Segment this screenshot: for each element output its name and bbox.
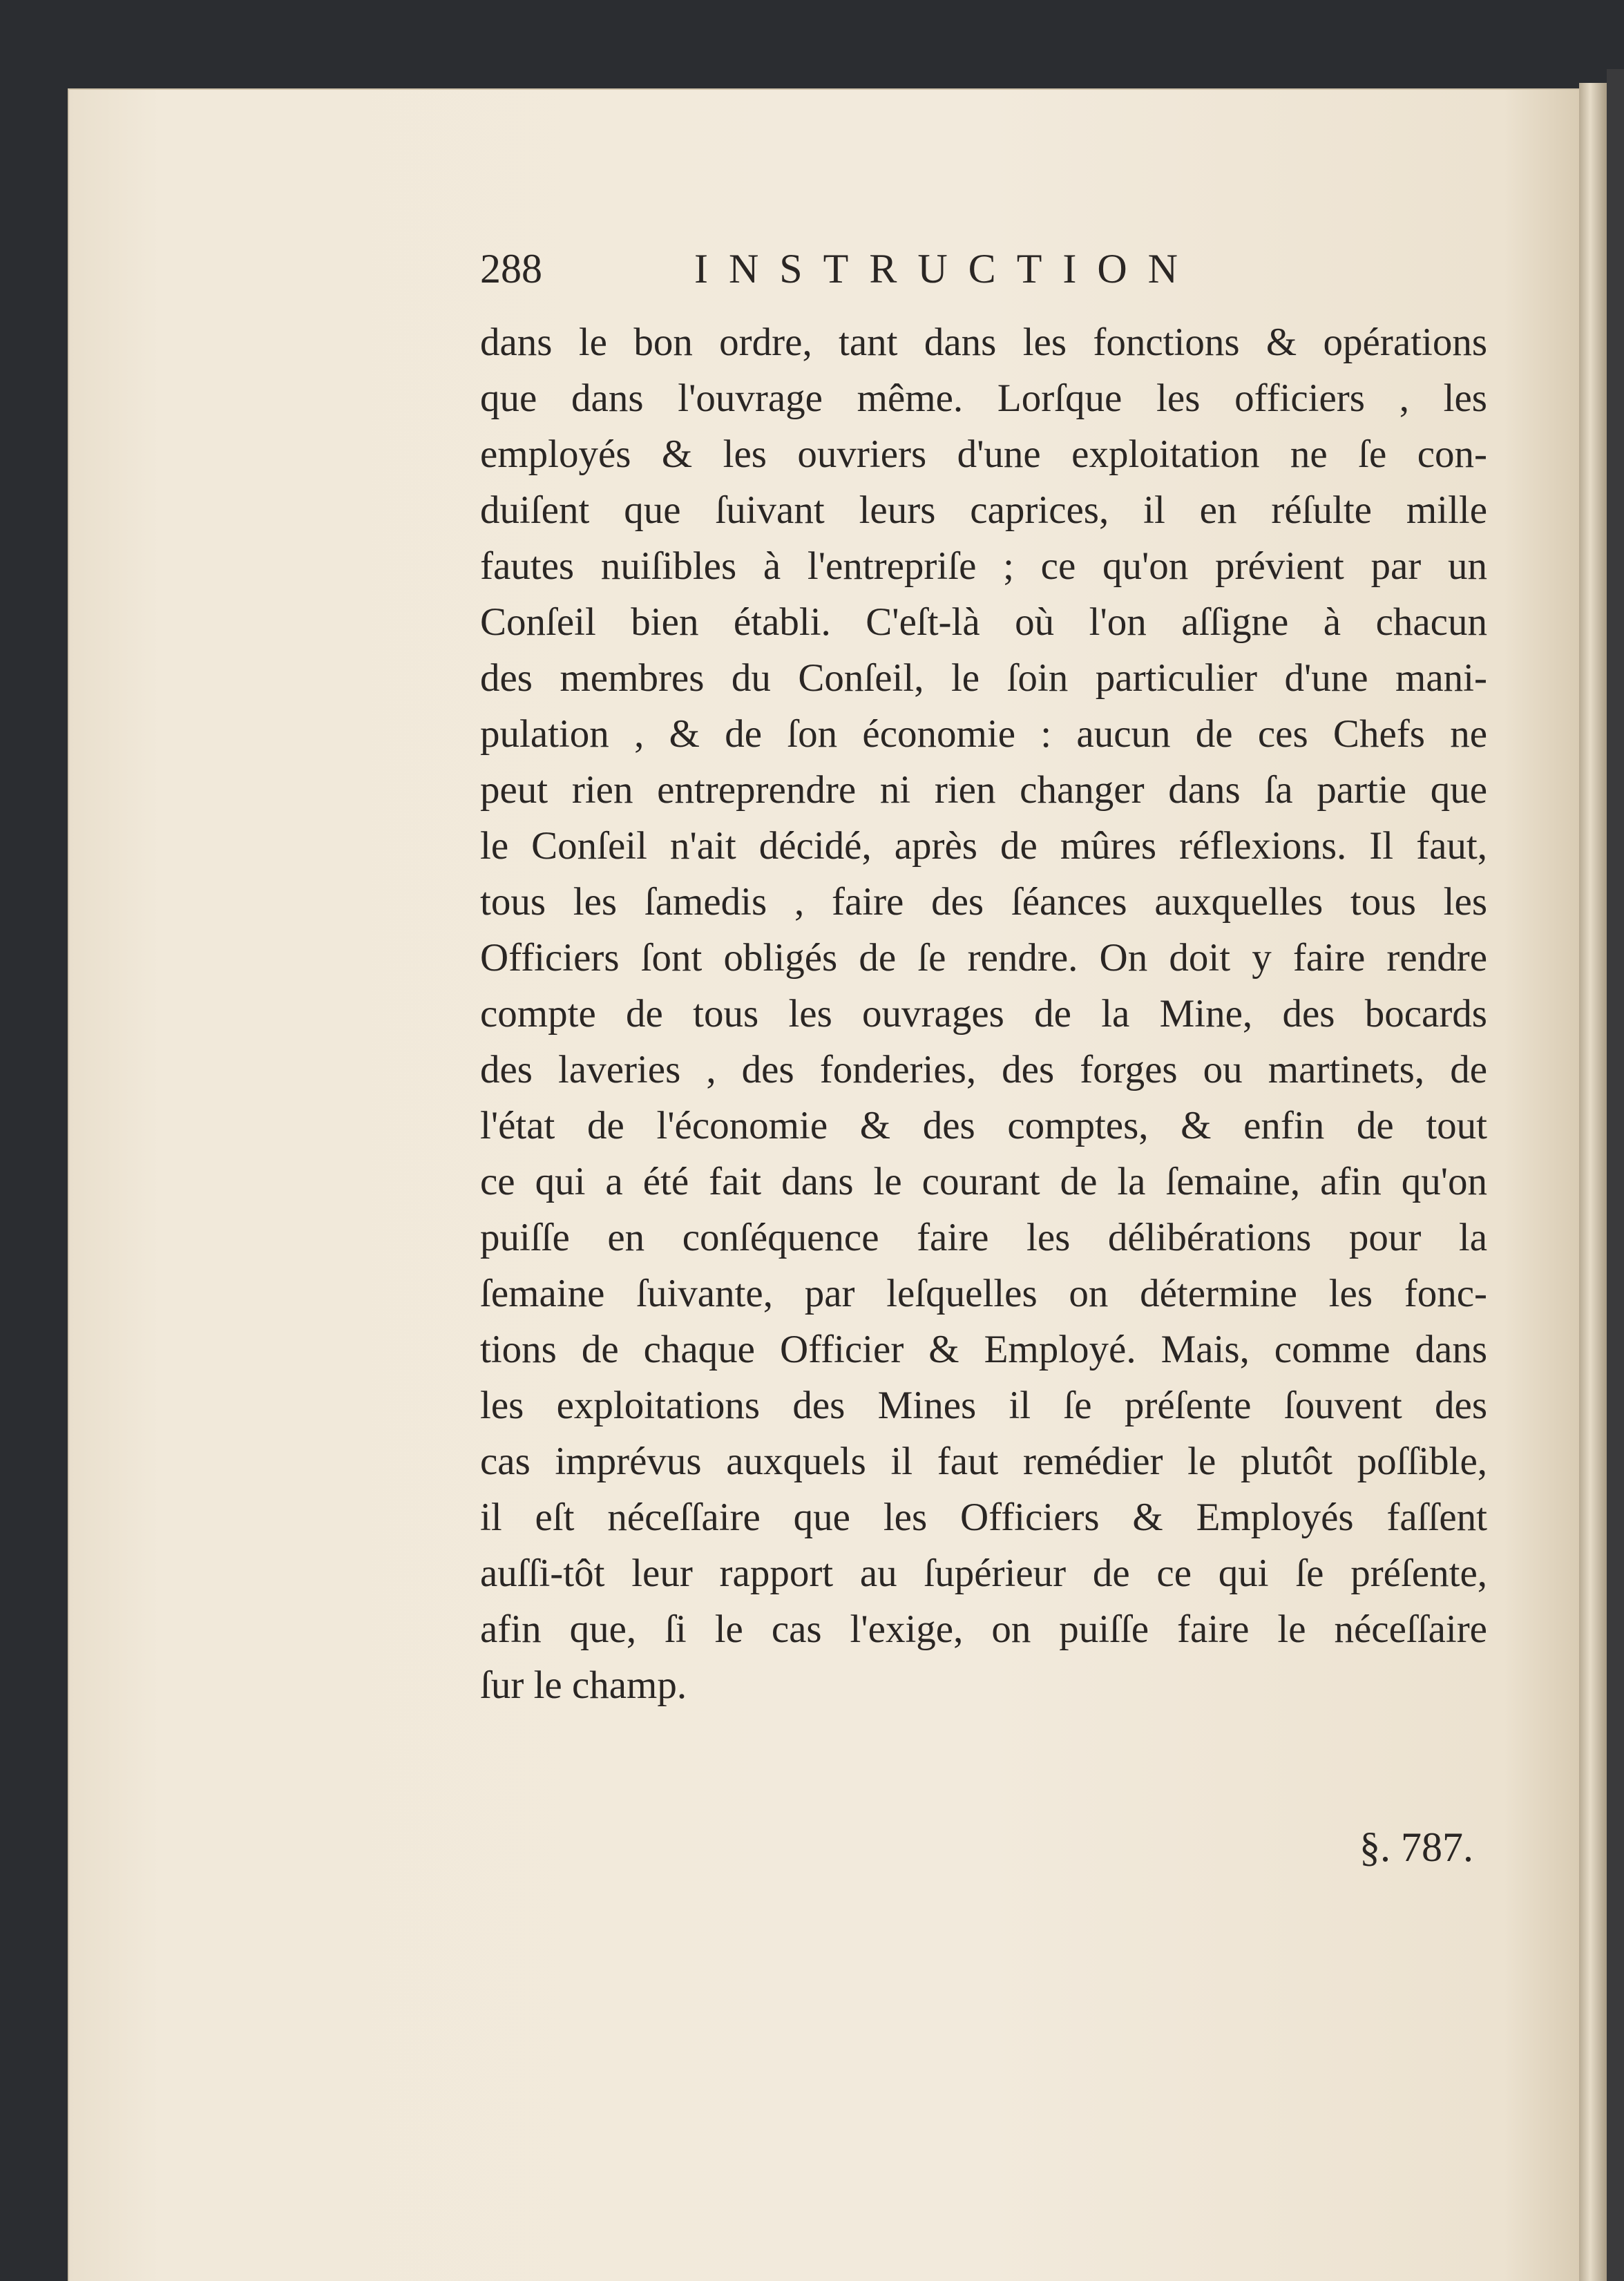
text-line: fautes nuiſibles à l'entrepriſe ; ce qu'on prévient par un [480, 544, 1487, 588]
page-header [480, 245, 1487, 300]
text-line: pulation , & de ſon économie : aucun de ces Chefs ne [480, 712, 1487, 756]
text-line: afin que, ſi le cas l'exige, on puiſſe faire le néceſſaire [480, 1607, 1487, 1651]
text-line: le Conſeil n'ait décidé, après de mûres réflexions. Il faut, [480, 824, 1487, 868]
text-line: il eſt néceſſaire que les Officiers & Employés faſſent [480, 1496, 1487, 1539]
text-line: les exploitations des Mines il ſe préſente ſouvent des [480, 1384, 1487, 1427]
text-line: cas imprévus auxquels il faut remédier le plutôt poſſible, [480, 1440, 1487, 1483]
text-line: ſur le champ. [480, 1663, 687, 1707]
text-line: duiſent que ſuivant leurs caprices, il en réſulte mille [480, 488, 1487, 532]
text-line: puiſſe en conſéquence faire les délibérations pour la [480, 1216, 1487, 1259]
text-line: Conſeil bien établi. C'eſt-là où l'on aſſigne à chacun [480, 600, 1487, 644]
text-line: l'état de l'économie & des comptes, & enfin de tout [480, 1104, 1487, 1147]
page-number: 288 [480, 246, 542, 292]
text-line: compte de tous les ouvrages de la Mine, des bocards [480, 992, 1487, 1035]
page-edge [1579, 83, 1607, 2281]
text-line: des membres du Conſeil, le ſoin particulier d'une mani- [480, 656, 1487, 700]
text-line: ſemaine ſuivante, par leſquelles on détermine les fonc- [480, 1272, 1487, 1315]
catchword: §. 787. [1359, 1824, 1473, 1870]
text-line: des laveries , des fonderies, des forges ou martinets, de [480, 1048, 1487, 1091]
running-title: INSTRUCTION [694, 246, 1198, 292]
text-line: auſſi-tôt leur rapport au ſupérieur de ce qui ſe préſente, [480, 1552, 1487, 1595]
text-line: que dans l'ouvrage même. Lorſque les officiers , les [480, 376, 1487, 420]
text-line: tions de chaque Officier & Employé. Mais, comme dans [480, 1328, 1487, 1371]
text-line: dans le bon ordre, tant dans les fonctions & opérations [480, 321, 1487, 364]
text-line: ce qui a été fait dans le courant de la ſemaine, afin qu'on [480, 1160, 1487, 1203]
text-line: Officiers ſont obligés de ſe rendre. On doit y faire rendre [480, 936, 1487, 980]
body-text [480, 314, 1487, 1713]
text-line: peut rien entreprendre ni rien changer dans ſa partie que [480, 768, 1487, 812]
text-line: employés & les ouvriers d'une exploitation ne ſe con- [480, 432, 1487, 476]
background-edge [1607, 69, 1624, 2281]
text-line: tous les ſamedis , faire des ſéances auxquelles tous les [480, 880, 1487, 924]
